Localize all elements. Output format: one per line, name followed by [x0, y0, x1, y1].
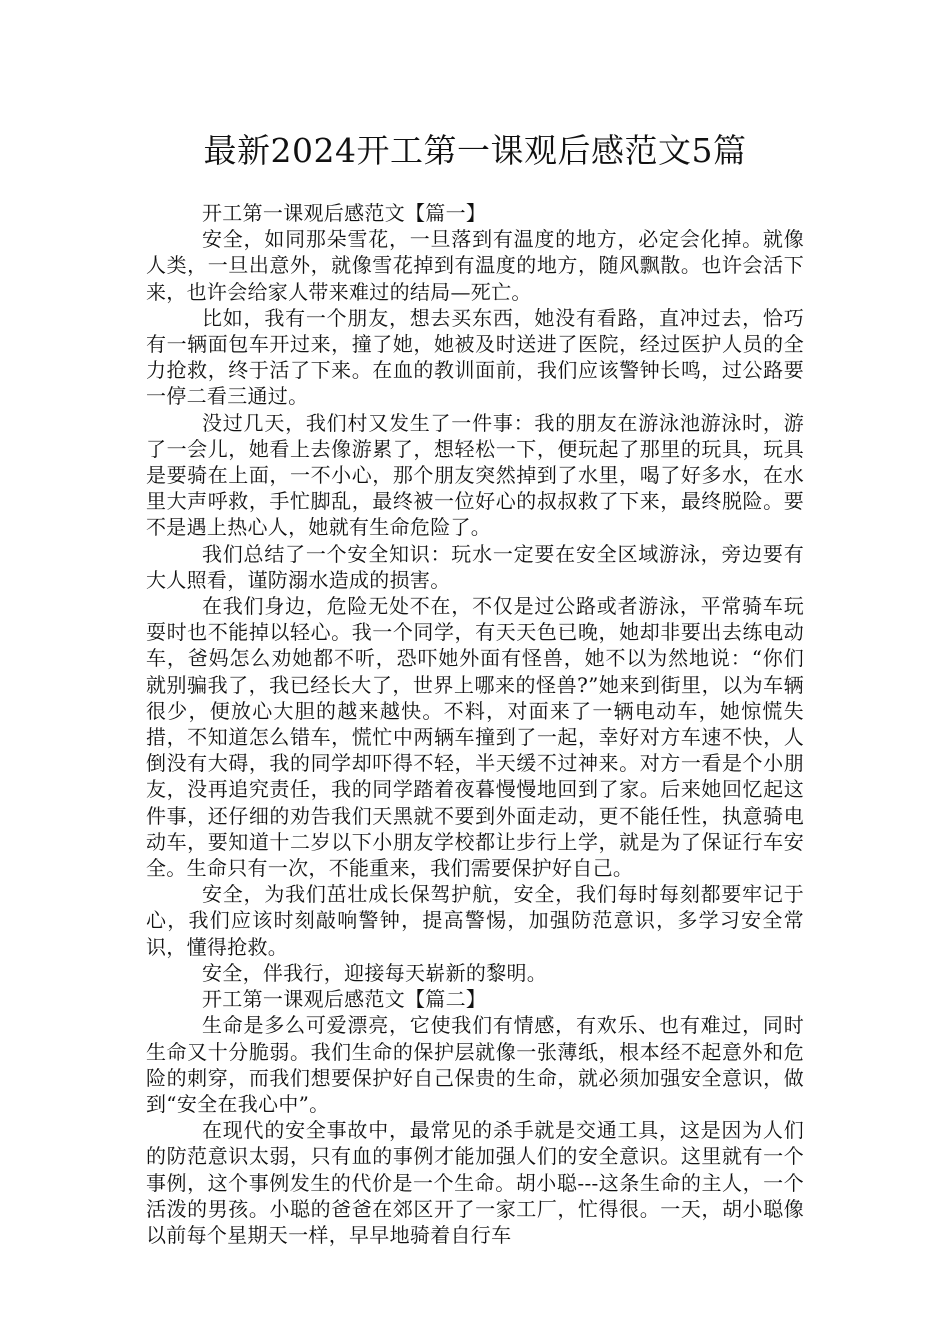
- section-heading: 开工第一课观后感范文【篇二】: [202, 987, 487, 1012]
- document-body: [146, 200, 804, 1248]
- section-heading: 开工第一课观后感范文【篇一】: [202, 201, 487, 225]
- paragraph: 生命是多么可爱漂亮，它使我们有情感，有欢乐、也有难过，同时生命又十分脆弱。我们生命的保护层就像一张薄纸，根本经不起意外和危险的刺穿，而我们想要保护好自己保贵的生命，就必须加强安全意识，做到“安全在我心中”。: [146, 1013, 804, 1116]
- paragraph: 在现代的安全事故中，最常见的杀手就是交通工具，这是因为人们的防范意识太弱，只有血的事例才能加强人们的安全意识。这里就有一个事例，这个事例发生的代价是一个生命。胡小聪---这条生命的主人，一个活泼的男孩。小聪的爸爸在郊区开了一家工厂，忙得很。一天，胡小聪像以前每个星期天一样，早早地骑着自行车: [146, 1118, 804, 1247]
- paragraph: 我们总结了一个安全知识：玩水一定要在安全区域游泳，旁边要有大人照看，谨防溺水造成的损害。: [146, 541, 804, 592]
- paragraph: 安全，伴我行，迎接每天崭新的黎明。: [202, 960, 548, 985]
- paragraph: 安全，如同那朵雪花，一旦落到有温度的地方，必定会化掉。就像人类，一旦出意外，就像雪花掉到有温度的地方，随风飘散。也许会活下来，也许会给家人带来难过的结局—死亡。: [146, 227, 804, 304]
- paragraph: 没过几天，我们村又发生了一件事：我的朋友在游泳池游泳时，游了一会儿，她看上去像游累了，想轻松一下，便玩起了那里的玩具，玩具是要骑在上面，一不小心，那个朋友突然掉到了水里，喝了好多水，在水里大声呼救，手忙脚乱，最终被一位好心的叔叔救了下来，最终脱险。要不是遇上热心人，她就有生命危险了。: [146, 410, 804, 540]
- paragraph: 比如，我有一个朋友，想去买东西，她没有看路，直冲过去，恰巧有一辆面包车开过来，撞了她，她被及时送进了医院，经过医护人员的全力抢救，终于活了下来。在血的教训面前，我们应该警钟长鸣，过公路要一停二看三通过。: [146, 305, 804, 409]
- paragraph: 安全，为我们茁壮成长保驾护航，安全，我们每时每刻都要牢记于心，我们应该时刻敲响警钟，提高警惕，加强防范意识，多学习安全常识，懂得抢救。: [146, 882, 804, 959]
- document-title: 最新2024开工第一课观后感范文5篇: [203, 131, 747, 170]
- paragraph: 在我们身边，危险无处不在，不仅是过公路或者游泳，平常骑车玩耍时也不能掉以轻心。我一个同学，有天天色已晚，她却非要出去练电动车，爸妈怎么劝她都不听，恐吓她外面有怪兽，她不以为然地说：“你们就别骗我了，我已经长大了，世界上哪来的怪兽?”她来到街里，以为车辆很少，便放心大胆的越来越快。不料，对面来了一辆电动车，她惊慌失措，不知道怎么错车，慌忙中两辆车撞到了一起，幸好对方车速不快，人倒没有大碍，我的同学却吓得不轻，半天缓不过神来。对方一看是个小朋友，没再追究责任，我的同学踏着夜暮慢慢地回到了家。后来她回忆起这件事，还仔细的劝告我们天黑就不要到外面走动，更不能任性，执意骑电动车，要知道十二岁以下小朋友学校都让步行上学，就是为了保证行车安全。生命只有一次，不能重来，我们需要保护好自己。: [146, 594, 804, 881]
